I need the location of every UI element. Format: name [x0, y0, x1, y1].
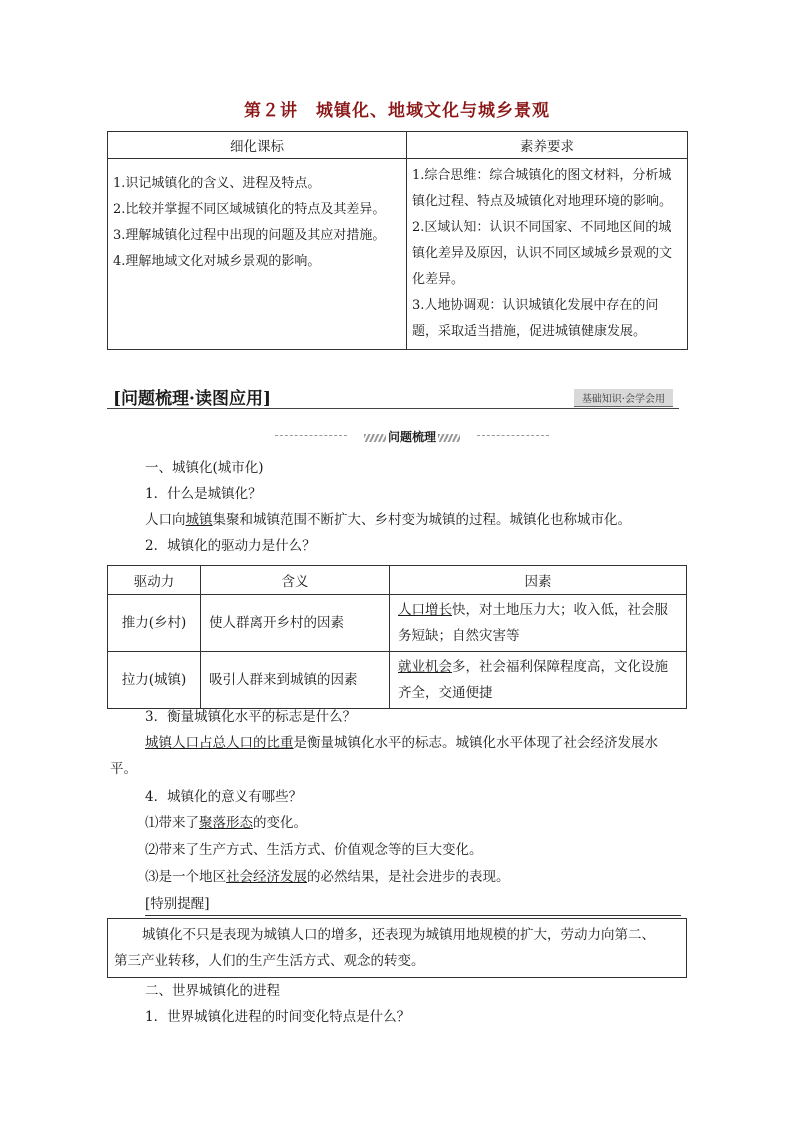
divider-label: 问题梳理 — [387, 430, 436, 444]
question-1: 1．什么是城镇化？ — [145, 486, 262, 502]
meaning-cell: 使人群离开乡村的因素 — [201, 595, 390, 652]
list-item: 1.识记城镇化的含义、进程及特点。 — [113, 176, 321, 191]
divider-line — [275, 435, 347, 436]
page-title: 第２讲 城镇化、地域文化与城乡景观 — [244, 101, 550, 121]
question-5: 1．世界城镇化进程的时间变化特点是什么？ — [145, 1009, 411, 1025]
special-reminder-label: [特别提醒] — [145, 893, 681, 916]
table-row — [108, 652, 687, 709]
table-header: 因素 — [390, 566, 687, 595]
question-3: 3．衡量城镇化水平的标志是什么？ — [145, 709, 357, 725]
underlined-keyword: 聚落形态 — [199, 815, 253, 831]
list-item: 2.比较并掌握不同区域城镇化的特点及其差异。 — [113, 202, 386, 217]
section-divider — [275, 428, 549, 444]
literacy-cell — [407, 159, 688, 350]
list-item: 3.人地协调观：认识城镇化发展中存在的问题，采取适当措施，促进城镇健康发展。 — [412, 298, 659, 339]
table-row — [108, 595, 687, 652]
answer-3: 城镇人口占总人口的比重是衡量城镇化水平的标志。城镇化水平体现了社会经济发展水 — [145, 735, 658, 751]
meaning-item-1: ⑴带来了聚落形态的变化。 — [145, 815, 307, 831]
force-cell: 推力(乡村) — [108, 595, 201, 652]
table-header: 含义 — [201, 566, 390, 595]
stripe-decoration — [438, 434, 460, 442]
note-text: 城镇化不只是表现为城镇人口的增多，还表现为城镇用地规模的扩大，劳动力向第二、 — [142, 927, 655, 943]
heading-urbanization: 一、城镇化(城市化) — [145, 460, 264, 476]
underlined-keyword: 城镇 — [185, 512, 213, 528]
question-4: 4．城镇化的意义有哪些？ — [145, 789, 303, 805]
stripe-decoration — [364, 434, 386, 442]
driving-force-table — [107, 565, 687, 709]
note-text: 第三产业转移，人们的生产生活方式、观念的转变。 — [114, 953, 425, 969]
answer-3-continued: 平。 — [110, 761, 137, 777]
meaning-item-2: ⑵带来了生产方式、生活方式、价值观念等的巨大变化。 — [145, 842, 483, 858]
section-title: [问题梳理·读图应用] — [113, 389, 272, 409]
curriculum-standards-table — [107, 131, 688, 350]
table-header: 素养要求 — [407, 132, 688, 159]
factor-cell: 就业机会多，社会福利保障程度高，文化设施 齐全，交通便捷 — [390, 652, 687, 709]
divider-line — [477, 435, 549, 436]
underlined-keyword: 就业机会 — [398, 659, 452, 675]
heading-world-urbanization: 二、世界城镇化的进程 — [145, 983, 280, 999]
list-item: 1.综合思维：综合城镇化的图文材料，分析城镇化过程、特点及城镇化对地理环境的影响。 — [412, 168, 673, 209]
force-cell: 拉力(城镇) — [108, 652, 201, 709]
underlined-keyword: 社会经济发展 — [226, 869, 307, 885]
underlined-keyword: 城镇人口占总人口的比重 — [145, 735, 294, 751]
question-2: 2．城镇化的驱动力是什么？ — [145, 538, 316, 554]
divider-label-wrap — [351, 428, 473, 445]
list-item: 2.区域认知：认识不同国家、不同地区间的城镇化差异及原因，认识不同区域城乡景观的文化差异。 — [412, 220, 673, 287]
table-header: 细化课标 — [108, 132, 407, 159]
list-item: 4.理解地域文化对城乡景观的影响。 — [113, 254, 321, 269]
table-header: 驱动力 — [108, 566, 201, 595]
factor-cell: 人口增长快，对土地压力大；收入低，社会服 务短缺；自然灾害等 — [390, 595, 687, 652]
special-reminder-box — [107, 918, 687, 978]
meaning-item-3: ⑶是一个地区社会经济发展的必然结果，是社会进步的表现。 — [145, 869, 510, 885]
standards-cell — [108, 159, 407, 350]
section-tag: 基础知识·会学会用 — [574, 389, 673, 407]
section-header — [107, 384, 679, 409]
answer-1: 人口向城镇集聚和城镇范围不断扩大、乡村变为城镇的过程。城镇化也称城市化。 — [145, 512, 631, 528]
underlined-keyword: 人口增长 — [398, 602, 452, 618]
list-item: 3.理解城镇化过程中出现的问题及其应对措施。 — [113, 228, 386, 243]
meaning-cell: 吸引人群来到城镇的因素 — [201, 652, 390, 709]
